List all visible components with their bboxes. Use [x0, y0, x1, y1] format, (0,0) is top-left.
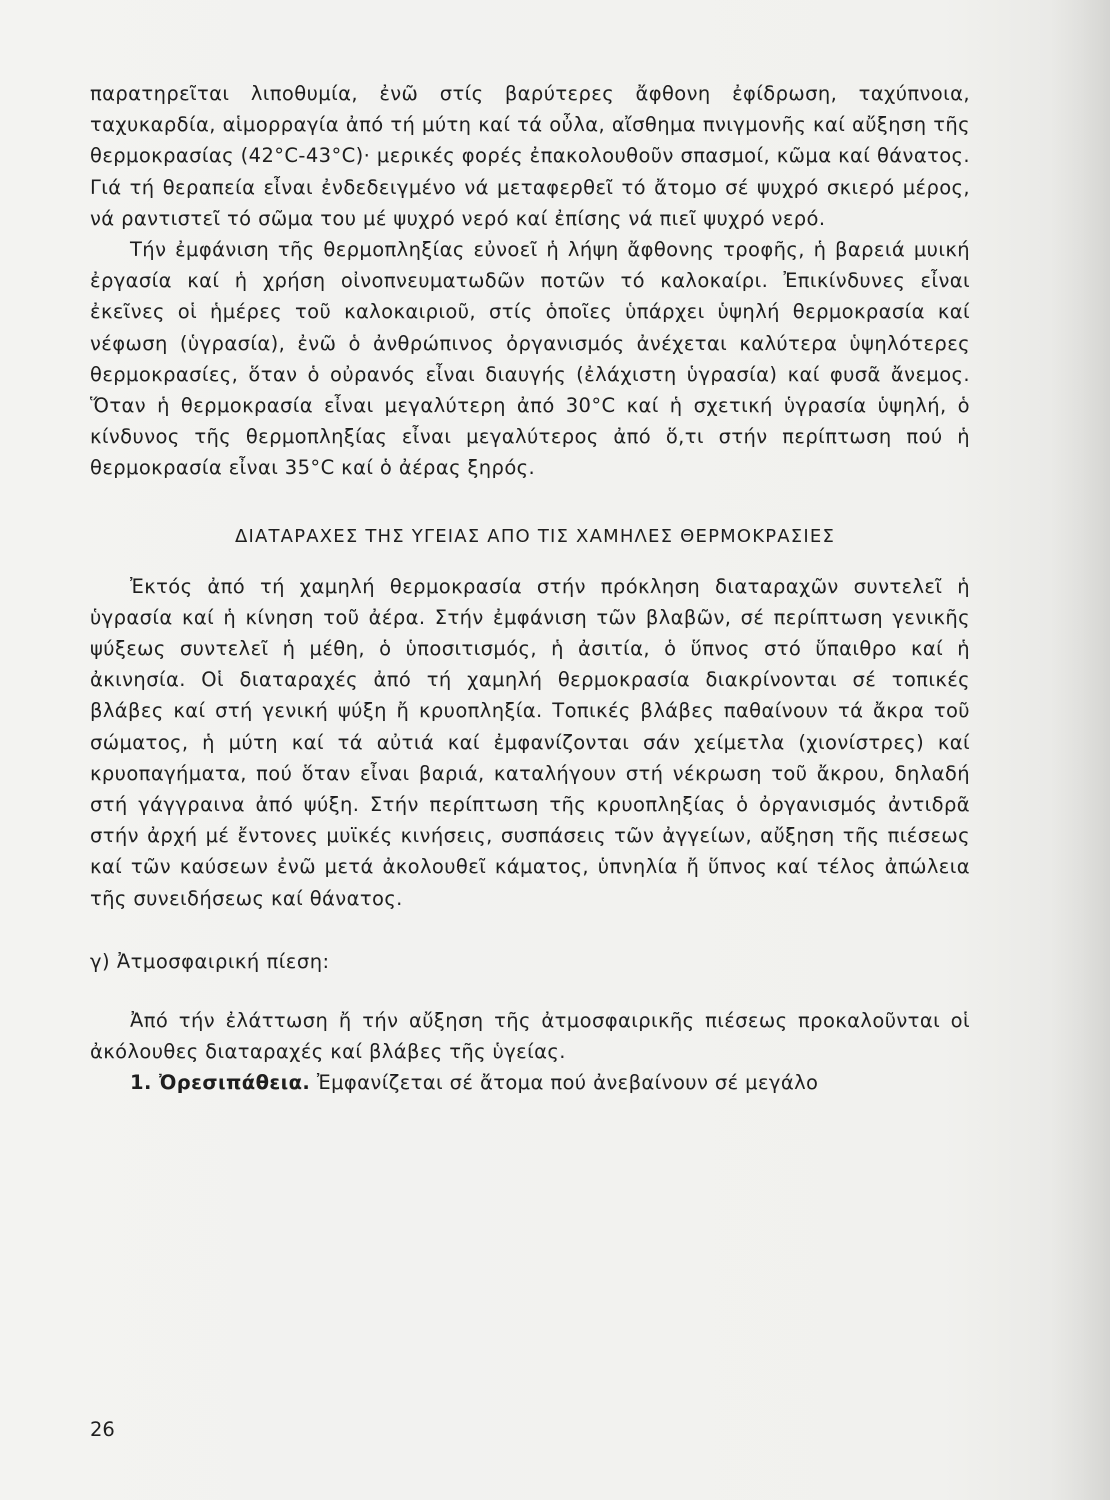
- subsection-heading-atmospheric-pressure: γ) Ἀτμοσφαιρική πίεση:: [90, 949, 330, 973]
- page-content: [90, 78, 970, 1098]
- paragraph-altitude-sickness: [90, 1067, 970, 1098]
- paragraph-pressure-intro: Ἀπό τήν ἐλάττωση ἤ τήν αὔξηση τῆς ἀτμοσφαιρικῆς πιέσεως προκαλοῦνται οἱ ἀκόλουθες διαταραχές καί βλάβες τῆς ὑγείας.: [90, 1008, 970, 1064]
- paragraph-cold-disorders: Ἐκτός ἀπό τή χαμηλή θερμοκρασία στήν πρόκληση διαταραχῶν συντελεῖ ἡ ὑγρασία καί ἡ κίνηση τοῦ ἀέρα. Στήν ἐμφάνιση τῶν βλαβῶν, σέ περίπτωση γενικῆς ψύξεως συντελεῖ ἡ μέθη, ὁ ὑποσιτισμός, ἡ ἀσιτία, ὁ ὕπνος στό ὕπαιθρο καί ἡ ἀκινησία. Οἱ διαταραχές ἀπό τή χαμηλή θερμοκρασία διακρίνονται σέ τοπικές βλάβες καί στή γενική ψύξη ἤ κρυοπληξία. Τοπικές βλάβες παθαίνουν τά ἄκρα τοῦ σώματος, ἡ μύτη καί τά αὐτιά καί ἐμφανίζονται σάν χείμετλα (χιονίστρες) καί κρυοπαγήματα, πού ὅταν εἶναι βαριά, καταλήγουν στή νέκρωση τοῦ ἄκρου, δηλαδή στή γάγγραινα ἀπό ψύξη. Στήν περίπτωση τῆς κρυοπληξίας ὁ ὀργανισμός ἀντιδρᾶ στήν ἀρχή μέ ἔντονες μυϊκές κινήσεις, συσπάσεις τῶν ἀγγείων, αὔξηση τῆς πιέσεως καί τῶν καύσεων ἐνῶ μετά ἀκολουθεῖ κάματος, ὑπνηλία ἤ ὕπνος καί τέλος ἀπώλεια τῆς συνειδήσεως καί θάνατος.: [90, 574, 970, 910]
- page-number: 26: [90, 1418, 115, 1441]
- paragraph-heatstroke-factors: Τήν ἐμφάνιση τῆς θερμοπληξίας εὐνοεῖ ἡ λήψη ἄφθονης τροφῆς, ἡ βαρειά μυική ἐργασία καί ἡ χρήση οἰνοπνευματωδῶν ποτῶν τό καλοκαίρι. Ἐπικίνδυνες εἶναι ἐκεῖνες οἱ ἡμέρες τοῦ καλοκαιριοῦ, στίς ὁποῖες ὑπάρχει ὑψηλή θερμοκρασία καί νέφωση (ὑγρασία), ἐνῶ ὁ ἀνθρώπινος ὀργανισμός ἀνέχεται καλύτερα ὑψηλότερες θερμοκρασίες, ὅταν ὁ οὐρανός εἶναι διαυγής (ἐλάχιστη ὑγρασία) καί φυσᾶ ἄνεμος. Ὅταν ἡ θερμοκρασία εἶναι μεγαλύτερη ἀπό 30°C καί ἡ σχετική ὑγρασία ὑψηλή, ὁ κίνδυνος τῆς θερμοπληξίας εἶναι μεγαλύτερος ἀπό ὅ,τι στήν περίπτωση πού ἡ θερμοκρασία εἶναι 35°C καί ὁ ἀέρας ξηρός.: [90, 238, 970, 480]
- page-spine-shadow: [1050, 0, 1110, 1500]
- section-heading-low-temperatures: ΔΙΑΤΑΡΑΧΕΣ ΤΗΣ ΥΓΕΙΑΣ ΑΠΟ ΤΙΣ ΧΑΜΗΛΕΣ ΘΕΡΜΟΚΡΑΣΙΕΣ: [234, 525, 836, 547]
- altitude-sickness-text: Ἐμφανίζεται σέ ἄτομα πού ἀνεβαίνουν σέ μεγάλο: [310, 1071, 819, 1095]
- term-altitude-sickness: 1. Ὀρεσιπάθεια.: [130, 1071, 311, 1095]
- paragraph-heatstroke-symptoms: παρατηρεῖται λιποθυμία, ἐνῶ στίς βαρύτερες ἄφθονη ἐφίδρωση, ταχύπνοια, ταχυκαρδία, αἱμορραγία ἀπό τή μύτη καί τά οὖλα, αἴσθημα πνιγμονῆς καί αὔξηση τῆς θερμοκρασίας (42°C-43°C)· μερικές φορές ἐπακολουθοῦν σπασμοί, κῶμα καί θάνατος. Γιά τή θεραπεία εἶναι ἐνδεδειγμένο νά μεταφερθεῖ τό ἄτομο σέ ψυχρό σκιερό μέρος, νά ραντιστεῖ τό σῶμα του μέ ψυχρό νερό καί ἐπίσης νά πιεῖ ψυχρό νερό.: [90, 82, 970, 230]
